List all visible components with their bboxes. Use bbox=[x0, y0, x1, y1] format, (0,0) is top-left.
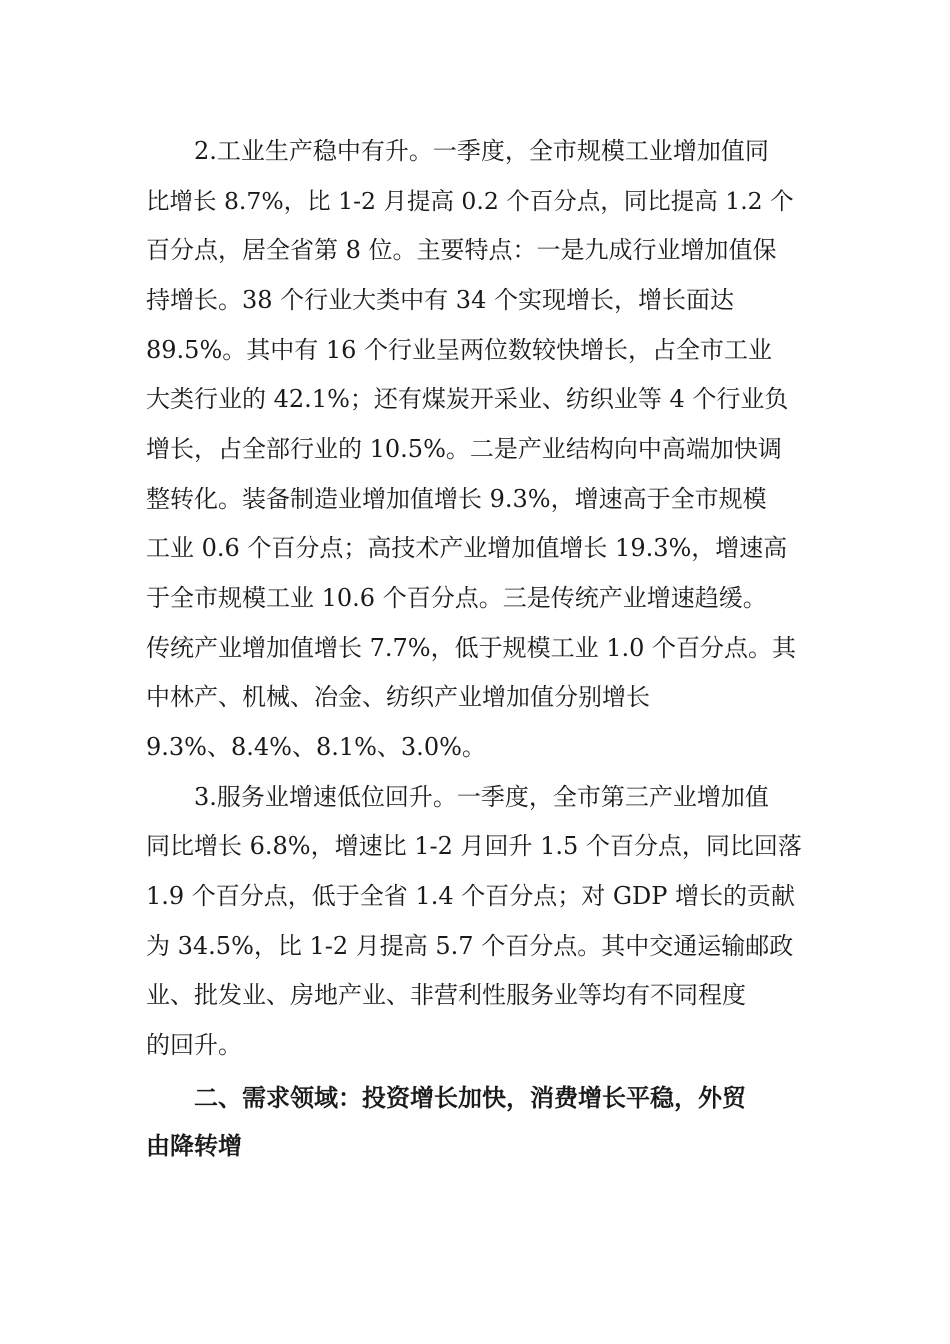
section-heading-line: 由降转增 bbox=[146, 1132, 242, 1160]
industry-paragraph-line: 于全市规模工业 10.6 个百分点。三是传统产业增速趋缓。 bbox=[146, 584, 767, 612]
industry-paragraph-line: 89.5%。其中有 16 个行业呈两位数较快增长，占全市工业 bbox=[146, 336, 773, 364]
industry-paragraph-line: 持增长。38 个行业大类中有 34 个实现增长，增长面达 bbox=[146, 286, 734, 314]
industry-paragraph-line: 百分点，居全省第 8 位。主要特点：一是九成行业增加值保 bbox=[146, 236, 777, 264]
services-paragraph-line: 的回升。 bbox=[146, 1031, 242, 1059]
industry-paragraph-line: 9.3%、8.4%、8.1%、3.0%。 bbox=[146, 733, 486, 761]
services-paragraph-line: 3.服务业增速低位回升。一季度，全市第三产业增加值 bbox=[194, 783, 769, 811]
section-heading-line: 二、需求领域：投资增长加快，消费增长平稳，外贸 bbox=[194, 1084, 746, 1112]
services-paragraph-line: 1.9 个百分点，低于全省 1.4 个百分点；对 GDP 增长的贡献 bbox=[146, 882, 796, 910]
services-paragraph-line: 为 34.5%，比 1-2 月提高 5.7 个百分点。其中交通运输邮政 bbox=[146, 932, 794, 960]
services-paragraph-line: 同比增长 6.8%，增速比 1-2 月回升 1.5 个百分点，同比回落 bbox=[146, 832, 802, 860]
industry-paragraph-line: 传统产业增加值增长 7.7%，低于规模工业 1.0 个百分点。其 bbox=[146, 634, 797, 662]
industry-paragraph-line: 整转化。装备制造业增加值增长 9.3%，增速高于全市规模 bbox=[146, 485, 767, 513]
industry-paragraph-line: 比增长 8.7%，比 1-2 月提高 0.2 个百分点，同比提高 1.2 个 bbox=[146, 187, 794, 215]
industry-paragraph-line: 工业 0.6 个百分点；高技术产业增加值增长 19.3%，增速高 bbox=[146, 534, 788, 562]
industry-paragraph-line: 中林产、机械、冶金、纺织产业增加值分别增长 bbox=[146, 683, 650, 711]
services-paragraph-line: 业、批发业、房地产业、非营利性服务业等均有不同程度 bbox=[146, 981, 746, 1009]
industry-paragraph-line: 2.工业生产稳中有升。一季度，全市规模工业增加值同 bbox=[194, 137, 769, 165]
industry-paragraph-line: 大类行业的 42.1%；还有煤炭开采业、纺织业等 4 个行业负 bbox=[146, 385, 789, 413]
industry-paragraph-line: 增长，占全部行业的 10.5%。二是产业结构向中高端加快调 bbox=[146, 435, 782, 463]
